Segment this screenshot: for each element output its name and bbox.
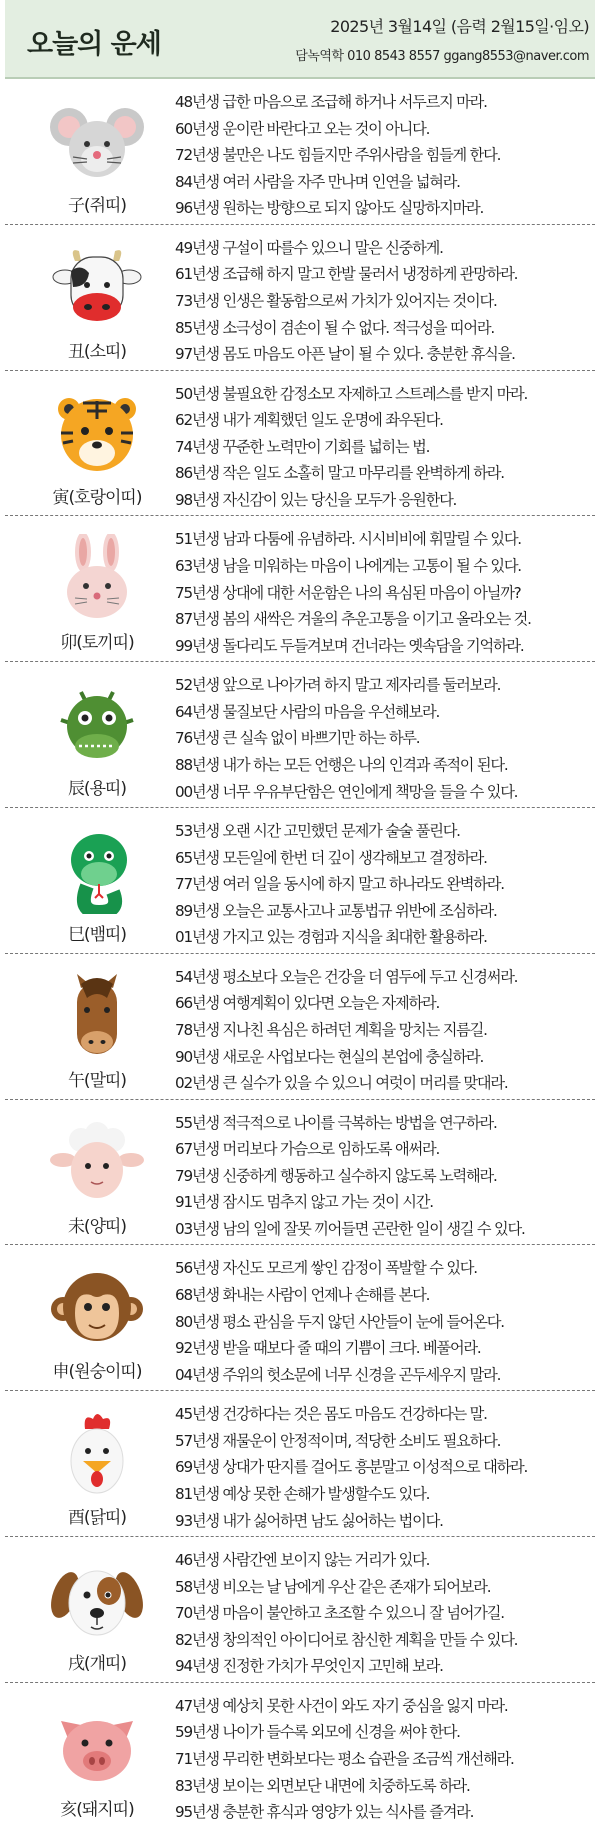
fortune-line: 03년생 남의 일에 잘못 끼어들면 곤란한 일이 생길 수 있다.	[175, 1219, 525, 1238]
fortune-line: 67년생 머리보다 가슴으로 임하도록 애써라.	[175, 1140, 440, 1159]
fortune-line: 60년생 운이란 바란다고 오는 것이 아니다.	[175, 119, 430, 138]
zodiac-row-monkey	[5, 1245, 595, 1391]
animal-label: 申(원숭이띠)	[52, 1362, 142, 1383]
fortune-lines	[175, 672, 593, 805]
animal-label: 卯(토끼띠)	[60, 633, 134, 654]
pig-icon	[47, 1701, 147, 1789]
animal-label: 辰(용띠)	[67, 779, 127, 800]
fortune-line: 98년생 자신감이 있는 당신을 모두가 응원한다.	[175, 490, 457, 509]
fortune-line: 46년생 사람간엔 보이지 않는 거리가 있다.	[175, 1550, 430, 1569]
fortune-lines	[175, 1255, 593, 1388]
animal-label: 戌(개띠)	[67, 1653, 127, 1674]
zodiac-row-tiger	[5, 371, 595, 517]
animal-label: 亥(돼지띠)	[60, 1799, 134, 1820]
fortune-line: 91년생 잠시도 멈추지 않고 가는 것이 시간.	[175, 1193, 433, 1212]
fortune-line: 89년생 오늘은 교통사고나 교통법규 위반에 조심하라.	[175, 901, 497, 920]
zodiac-row-rat	[5, 79, 595, 225]
horse-icon	[47, 972, 147, 1060]
sheep-icon	[47, 1118, 147, 1206]
fortune-line: 69년생 상대가 딴지를 걸어도 흥분말고 이성적으로 대하라.	[175, 1458, 528, 1477]
animal-label: 午(말띠)	[67, 1070, 127, 1091]
zodiac-row-dragon	[5, 662, 595, 808]
dragon-icon	[47, 680, 147, 768]
fortune-line: 54년생 평소보다 오늘은 건강을 더 염두에 두고 신경써라.	[175, 967, 518, 986]
fortune-line: 73년생 인생은 활동함으로써 가치가 있어지는 것이다.	[175, 291, 497, 310]
dog-icon	[47, 1555, 147, 1643]
fortune-line: 80년생 평소 관심을 두지 않던 사안들이 눈에 들어온다.	[175, 1312, 504, 1331]
fortune-line: 87년생 봄의 새싹은 겨울의 추운고통을 이기고 올라오는 것.	[175, 610, 531, 629]
fortune-line: 55년생 적극적으로 나이를 극복하는 방법을 연구하라.	[175, 1113, 497, 1132]
zodiac-row-horse	[5, 954, 595, 1100]
fortune-line: 02년생 큰 실수가 있을 수 있으니 여럿이 머리를 맞대라.	[175, 1074, 508, 1093]
monkey-icon	[47, 1263, 147, 1351]
zodiac-list	[5, 79, 595, 1829]
zodiac-row-snake	[5, 808, 595, 954]
fortune-line: 56년생 자신도 모르게 쌓인 감정이 폭발할 수 있다.	[175, 1259, 477, 1278]
fortune-line: 97년생 몸도 마음도 아픈 날이 될 수 있다. 충분한 휴식을.	[175, 345, 515, 364]
fortune-line: 01년생 가지고 있는 경험과 지식을 최대한 활용하라.	[175, 928, 487, 947]
zodiac-row-pig	[5, 1683, 595, 1829]
fortune-lines	[175, 1110, 593, 1243]
zodiac-row-rooster	[5, 1391, 595, 1537]
fortune-line: 74년생 꾸준한 노력만이 기회를 넓히는 법.	[175, 437, 430, 456]
fortune-lines	[175, 1547, 593, 1680]
fortune-line: 99년생 돌다리도 두들겨보며 건너라는 옛속담을 기억하라.	[175, 636, 524, 655]
rat-icon	[47, 97, 147, 185]
fortune-line: 85년생 소극성이 겸손이 될 수 없다. 적극성을 띠어라.	[175, 318, 494, 337]
fortune-line: 96년생 원하는 방향으로 되지 않아도 실망하지마라.	[175, 199, 484, 218]
snake-icon	[47, 826, 147, 914]
fortune-lines	[175, 1693, 593, 1826]
animal-label: 酉(닭띠)	[67, 1508, 127, 1529]
fortune-line: 68년생 화내는 사람이 언제나 손해를 본다.	[175, 1285, 430, 1304]
fortune-line: 61년생 조급해 하지 말고 한발 물러서 냉정하게 관망하라.	[175, 265, 518, 284]
zodiac-row-rabbit	[5, 516, 595, 662]
animal-label: 丑(소띠)	[67, 341, 127, 362]
rabbit-icon	[47, 534, 147, 622]
animal-label: 未(양띠)	[67, 1216, 127, 1237]
fortune-line: 70년생 마음이 불안하고 초조할 수 있으니 잘 넘어가길.	[175, 1604, 504, 1623]
tiger-icon	[47, 389, 147, 477]
fortune-lines	[175, 235, 593, 368]
fortune-line: 92년생 받을 때보다 줄 때의 기쁨이 크다. 베풀어라.	[175, 1339, 481, 1358]
fortune-line: 49년생 구설이 따를수 있으니 말은 신중하게.	[175, 238, 443, 257]
fortune-line: 57년생 재물운이 안정적이며, 적당한 소비도 필요하다.	[175, 1431, 501, 1450]
zodiac-row-dog	[5, 1537, 595, 1683]
fortune-lines	[175, 818, 593, 951]
fortune-line: 53년생 오랜 시간 고민했던 문제가 술술 풀린다.	[175, 821, 460, 840]
zodiac-row-sheep	[5, 1100, 595, 1246]
fortune-line: 04년생 주위의 헛소문에 너무 신경을 곤두세우지 말라.	[175, 1365, 501, 1384]
fortune-line: 90년생 새로운 사업보다는 현실의 본업에 충실하라.	[175, 1047, 484, 1066]
contact-line: 담녹역학 010 8543 8557 ggang8553@naver.com	[295, 49, 589, 64]
fortune-line: 95년생 충분한 휴식과 영양가 있는 식사를 즐겨라.	[175, 1803, 474, 1822]
animal-label: 巳(뱀띠)	[67, 924, 127, 945]
fortune-line: 72년생 불만은 나도 힘들지만 주위사람을 힘들게 한다.	[175, 146, 501, 165]
fortune-line: 83년생 보이는 외면보단 내면에 치중하도록 하라.	[175, 1776, 470, 1795]
fortune-line: 94년생 진정한 가치가 무엇인지 고민해 보라.	[175, 1657, 443, 1676]
fortune-line: 86년생 작은 일도 소홀히 말고 마무리를 완벽하게 하라.	[175, 464, 504, 483]
fortune-line: 47년생 예상치 못한 사건이 와도 자기 중심을 잃지 마라.	[175, 1696, 508, 1715]
fortune-line: 51년생 남과 다툼에 유념하라. 시시비비에 휘말릴 수 있다.	[175, 530, 521, 549]
fortune-line: 66년생 여행계획이 있다면 오늘은 자제하라.	[175, 994, 440, 1013]
date-line: 2025년 3월14일 (음력 2월15일·임오)	[330, 17, 589, 36]
fortune-lines	[175, 1401, 593, 1534]
fortune-line: 48년생 급한 마음으로 조급해 하거나 서두르지 마라.	[175, 93, 487, 111]
ox-icon	[47, 243, 147, 331]
fortune-line: 59년생 나이가 들수록 외모에 신경을 써야 한다.	[175, 1723, 460, 1742]
fortune-line: 50년생 불필요한 감정소모 자제하고 스트레스를 받지 마라.	[175, 384, 528, 403]
fortune-lines	[175, 964, 593, 1097]
fortune-line: 84년생 여러 사람을 자주 만나며 인연을 넓혀라.	[175, 172, 460, 191]
fortune-line: 93년생 내가 싫어하면 남도 싫어하는 법이다.	[175, 1511, 443, 1530]
fortune-line: 62년생 내가 계획했던 일도 운명에 좌우된다.	[175, 411, 443, 430]
page-title: 오늘의 운세	[27, 29, 161, 60]
fortune-line: 78년생 지나친 욕심은 하려던 계획을 망치는 지름길.	[175, 1020, 487, 1039]
fortune-line: 79년생 신중하게 행동하고 실수하지 않도록 노력해라.	[175, 1166, 497, 1185]
fortune-line: 45년생 건강하다는 것은 몸도 마음도 건강하다는 말.	[175, 1405, 487, 1424]
fortune-lines	[175, 381, 593, 514]
animal-label: 寅(호랑이띠)	[52, 487, 142, 508]
fortune-lines	[175, 526, 593, 659]
fortune-line: 63년생 남을 미워하는 마음이 나에게는 고통이 될 수 있다.	[175, 556, 521, 575]
rooster-icon	[47, 1409, 147, 1497]
zodiac-row-ox	[5, 225, 595, 371]
fortune-line: 52년생 앞으로 나아가려 하지 말고 제자리를 둘러보라.	[175, 676, 501, 695]
fortune-line: 77년생 여러 일을 동시에 하지 말고 하나라도 완벽하라.	[175, 875, 504, 894]
fortune-line: 82년생 창의적인 아이디어로 참신한 계획을 만들 수 있다.	[175, 1630, 518, 1649]
fortune-line: 88년생 내가 하는 모든 언행은 나의 인격과 족적이 된다.	[175, 755, 508, 774]
fortune-lines	[175, 89, 593, 222]
fortune-line: 81년생 예상 못한 손해가 발생할수도 있다.	[175, 1484, 430, 1503]
fortune-line: 64년생 물질보단 사람의 마음을 우선해보라.	[175, 702, 440, 721]
fortune-page	[5, 0, 595, 1834]
fortune-line: 58년생 비오는 날 남에게 우산 같은 존재가 되어보라.	[175, 1577, 491, 1596]
fortune-line: 00년생 너무 우유부단함은 연인에게 책망을 들을 수 있다.	[175, 782, 518, 801]
fortune-line: 76년생 큰 실속 없이 바쁘기만 하는 하루.	[175, 729, 420, 748]
fortune-line: 65년생 모든일에 한번 더 깊이 생각해보고 결정하라.	[175, 848, 487, 867]
fortune-line: 75년생 상대에 대한 서운함은 나의 욕심된 마음이 아닐까?	[175, 583, 521, 602]
animal-label: 子(쥐띠)	[67, 196, 127, 216]
fortune-line: 71년생 무리한 변화보다는 평소 습관을 조금씩 개선해라.	[175, 1749, 514, 1768]
header	[5, 0, 595, 79]
